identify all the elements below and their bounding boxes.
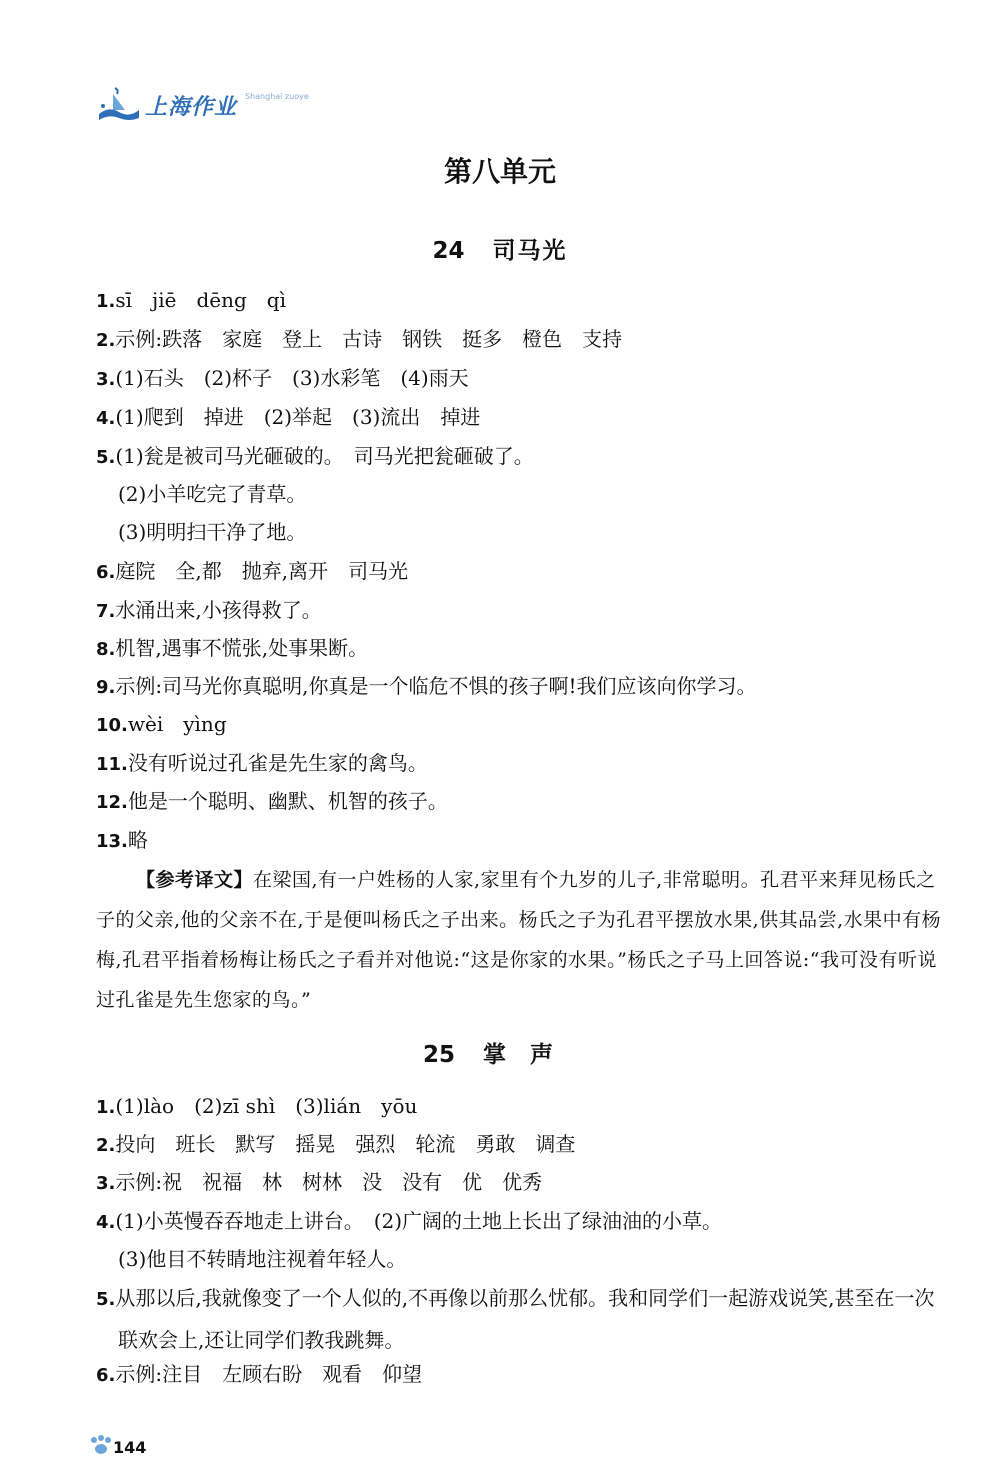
translation-label: 【参考译文】	[136, 869, 254, 891]
answer-item: 3.(1)石头 (2)杯子 (3)水彩笔 (4)雨天	[96, 366, 469, 390]
paw-print-icon	[88, 1434, 114, 1456]
answer-item: 1.(1)lào (2)zī shì (3)lián yōu	[96, 1094, 418, 1118]
answer-item: 4.(1)爬到 掉进 (2)举起 (3)流出 掉进	[96, 405, 481, 429]
answer-item: 3.示例:祝 祝福 林 树林 没 没有 优 优秀	[96, 1170, 543, 1194]
lesson-25-title	[0, 1036, 1000, 1069]
answer-item: 13.略	[96, 828, 148, 852]
answer-subitem: (3)他目不转睛地注视着年轻人。	[118, 1247, 407, 1271]
answer-subitem: (3)明明扫干净了地。	[118, 520, 307, 544]
answer-item: 6.示例:注目 左顾右盼 观看 仰望	[96, 1362, 423, 1386]
logo-text: 上海作业	[145, 95, 238, 120]
lesson-name: 掌声	[483, 1042, 577, 1068]
lesson-number: 24	[432, 238, 465, 264]
answer-item: 1.sī jiē dēng qì	[96, 288, 286, 312]
answer-item: 6.庭院 全,都 抛弃,离开 司马光	[96, 559, 409, 583]
answer-item: 2.投向 班长 默写 摇晃 强烈 轮流 勇敢 调查	[96, 1132, 576, 1156]
answer-subitem: (2)小羊吃完了青草。	[118, 482, 307, 506]
answer-item: 10.wèi yìng	[96, 712, 227, 736]
page-number: 144	[113, 1438, 147, 1457]
answer-item: 5.(1)瓮是被司马光砸破的。 司马光把瓮砸破了。	[96, 444, 534, 468]
answer-item: 11.没有听说过孔雀是先生家的禽鸟。	[96, 751, 428, 775]
answer-item: 2.示例:跌落 家庭 登上 古诗 钢铁 挺多 橙色 支持	[96, 327, 623, 351]
answer-item: 4.(1)小英慢吞吞地走上讲台。 (2)广阔的土地上长出了绿油油的小草。	[96, 1209, 723, 1233]
lesson-name: 司马光	[492, 238, 568, 264]
answer-item: 7.水涌出来,小孩得救了。	[96, 598, 322, 622]
lesson-number: 25	[422, 1042, 455, 1068]
logo-subtext: Shanghai zuoye	[245, 92, 309, 101]
boat-logo-icon	[95, 84, 143, 124]
translation-text: 在梁国,有一户姓杨的人家,家里有个九岁的儿子,非常聪明。孔君平来拜见杨氏之子的父亲,他的父亲不在,于是便叫杨氏之子出来。杨氏之子为孔君平摆放水果,供其品尝,水果中有杨梅,孔君平指着杨梅让杨氏之子看并对他说:“这是你家的水果。”杨氏之子马上回答说:“我可没有听说过孔雀是先生您家的鸟。”	[96, 869, 942, 1011]
answer-item: 9.示例:司马光你真聪明,你真是一个临危不惧的孩子啊!我们应该向你学习。	[96, 674, 757, 698]
reference-translation	[96, 860, 944, 1020]
unit-title: 第八单元	[443, 155, 556, 188]
lesson-24-title	[0, 232, 1000, 265]
answer-item: 5.从那以后,我就像变了一个人似的,不再像以前那么忧郁。我和同学们一起游戏说笑,甚至在一次联欢会上,还让同学们教我跳舞。	[96, 1286, 935, 1352]
answer-item: 8.机智,遇事不慌张,处事果断。	[96, 636, 369, 660]
answer-item: 12.他是一个聪明、幽默、机智的孩子。	[96, 789, 448, 813]
series-logo	[95, 82, 355, 132]
